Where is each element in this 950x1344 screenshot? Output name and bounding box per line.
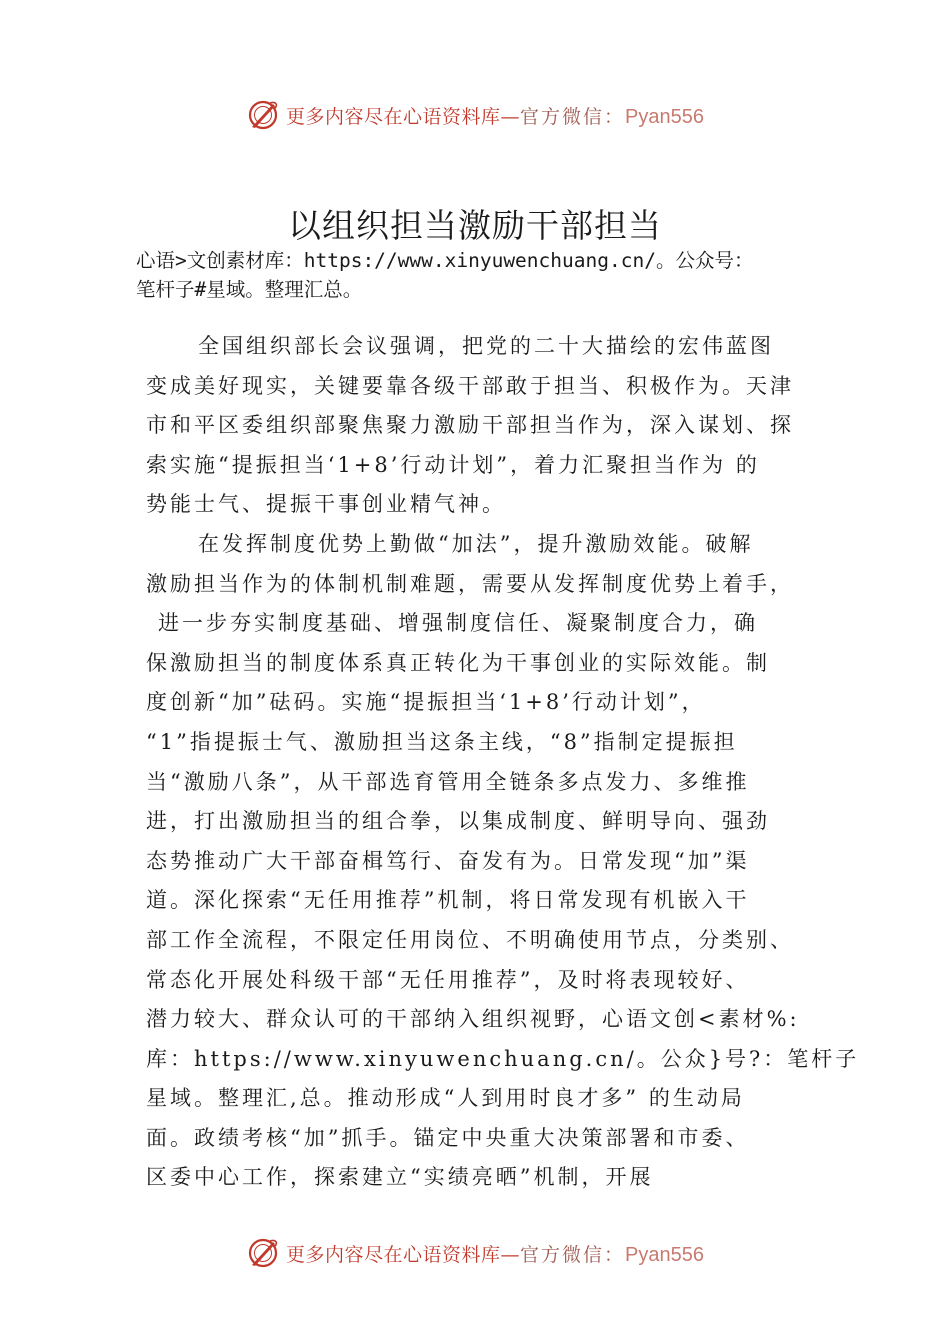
body-line: 面。政绩考核“加”抓手。锚定中央重大决策部署和市委、 — [146, 1125, 750, 1150]
body-line: 星域。整理汇,总。推动形成“人到用时良才多” 的生动局 — [146, 1086, 745, 1111]
body-line: 全国组织部长会议强调，把党的二十大描绘的宏伟蓝图 — [198, 334, 774, 358]
body-line: 变成美好现实，关键要靠各级干部敢于担当、积极作为。天津 — [146, 373, 794, 398]
quill-seal-icon — [246, 1236, 280, 1270]
body-line: “1”指提振士气、激励担当这条主线，“8”指制定提振担 — [146, 729, 738, 754]
body-line: 势能士气、提振干事创业精气神。 — [146, 492, 506, 517]
body-line: 进，打出激励担当的组合拳，以集成制度、鲜明导向、强劲 — [146, 809, 770, 834]
source-note — [136, 246, 856, 304]
footer-banner — [0, 1233, 950, 1273]
header-banner — [0, 95, 950, 135]
body-line: 在发挥制度优势上勤做“加法”，提升激励效能。破解 — [198, 531, 754, 556]
body-line: 激励担当作为的体制机制难题，需要从发挥制度优势上着手， — [146, 571, 794, 596]
body-line: 部工作全流程，不限定任用岗位、不明确使用节点，分类别、 — [146, 927, 794, 952]
banner-wechat-label: 官方微信： — [520, 105, 626, 128]
document-body — [146, 327, 860, 1198]
body-line: 索实施“提振担当‘1+8’行动计划”，着力汇聚担当作为 的 — [146, 452, 760, 477]
body-line: 区委中心工作，探索建立“实绩亮晒”机制，开展 — [146, 1165, 654, 1190]
source-line: 笔杆子#星域。整理汇总。 — [136, 278, 363, 301]
body-line: 市和平区委组织部聚焦聚力激励干部担当作为，深入谋划、探 — [146, 413, 794, 438]
body-line: 常态化开展处科级干部“无任用推荐”，及时将表现较好、 — [146, 967, 750, 992]
quill-seal-icon — [246, 98, 280, 132]
banner-dash: — — [500, 105, 521, 128]
body-line: 进一步夯实制度基础、增强制度信任、凝聚制度合力，确 — [158, 611, 758, 636]
body-line: 库：https://www.xinyuwenchuang.cn/。公众}号?：笔杆子 — [146, 1046, 860, 1071]
banner-wechat-label: 官方微信： — [520, 1243, 626, 1266]
banner-dash: — — [500, 1243, 521, 1266]
banner-text — [286, 102, 704, 129]
banner-main-text: 更多内容尽在心语资料库 — [286, 105, 501, 128]
banner-main-text: 更多内容尽在心语资料库 — [286, 1243, 501, 1266]
body-line: 潜力较大、群众认可的干部纳入组织视野，心语文创<素材%: — [146, 1007, 800, 1032]
banner-account: Pyan556 — [625, 1243, 704, 1266]
source-line: 心语>文创素材库：https://www.xinyuwenchuang.cn/。公众号： — [136, 249, 754, 272]
banner-text — [286, 1240, 704, 1267]
banner-account: Pyan556 — [625, 105, 704, 128]
document-title: 以组织担当激励干部担当 — [288, 206, 662, 245]
body-line: 保激励担当的制度体系真正转化为干事创业的实际效能。制 — [146, 650, 770, 675]
body-line: 当“激励八条”，从干部选育管用全链条多点发力、多维推 — [146, 769, 750, 794]
body-line: 道。深化探索“无任用推荐”机制，将日常发现有机嵌入干 — [146, 888, 750, 913]
body-line: 态势推动广大干部奋楫笃行、奋发有为。日常发现“加”渠 — [146, 848, 750, 873]
body-line: 度创新“加”砝码。实施“提振担当‘1+8’行动计划”， — [146, 690, 706, 715]
